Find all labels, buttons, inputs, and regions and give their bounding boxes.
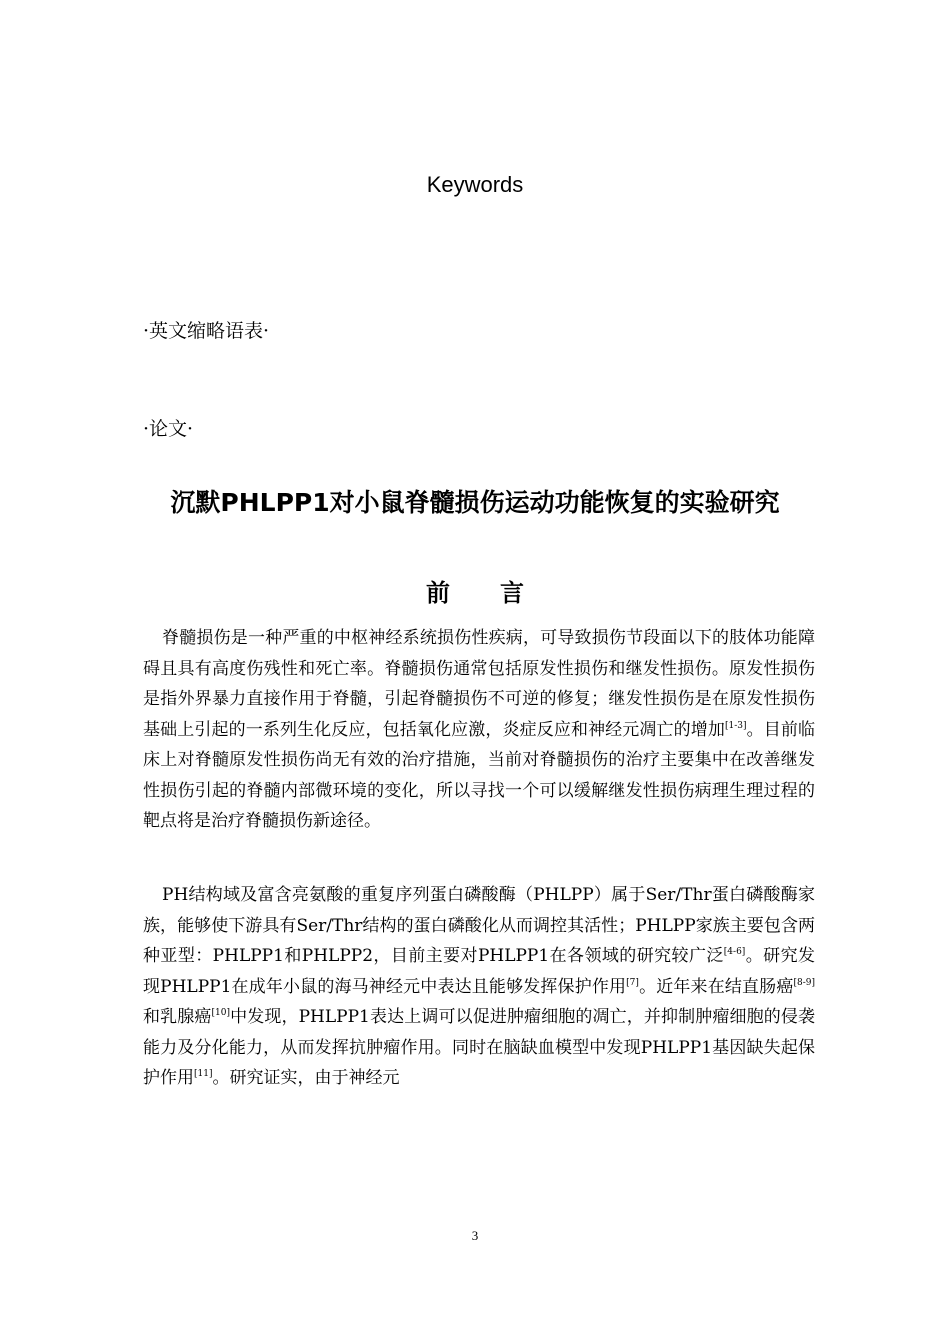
abbreviations-section-heading: ·英文缩略语表· (143, 320, 270, 342)
paper-section-heading: ·论文· (143, 418, 194, 440)
paragraph-2-text-f: 。研究证实，由于神经元 (212, 1068, 400, 1088)
citation: [8-9] (793, 977, 816, 988)
preface-heading (0, 573, 950, 608)
paragraph-2-text-d: 和乳腺癌 (143, 1007, 212, 1027)
citation: [7] (626, 977, 639, 988)
citation: [1-3] (725, 720, 747, 731)
paragraph-1-text-b: 。目前临床上对脊髓原发性损伤尚无有效的治疗措施，当前对脊髓损伤的治疗主要集中在改善继发性损伤引起的脊髓内部微环境的变化，所以寻找一个可以缓解继发性损伤病理生理过程的靶点将是治疗脊髓损伤新途径。 (143, 719, 816, 831)
preface-heading-char1: 前 (426, 579, 450, 607)
paragraph-1-text-a: 脊髓损伤是一种严重的中枢神经系统损伤性疾病，可导致损伤节段面以下的肢体功能障碍且具有高度伤残性和死亡率。脊髓损伤通常包括原发性损伤和继发性损伤。原发性损伤是指外界暴力直接作用于脊髓，引起脊髓损伤不可逆的修复；继发性损伤是在原发性损伤基础上引起的一系列生化反应，包括氧化应激，炎症反应和神经元凋亡的增加 (143, 628, 815, 740)
paper-title: 沉默PHLPP1对小鼠脊髓损伤运动功能恢复的实验研究 (170, 488, 780, 517)
keywords-heading: Keywords (426, 172, 524, 197)
paragraph-2-text-c: 。近年来在结直肠癌 (638, 976, 794, 997)
citation: [4-6] (723, 947, 746, 957)
paragraph-2-text-b: 。研究发现PHLPP1在成年小鼠的海马神经元中表达且能够发挥保护作用 (143, 946, 815, 997)
paragraph-2-text-a: PH结构域及富含亮氨酸的重复序列蛋白磷酸酶（PHLPP）属于Ser/Thr蛋白磷酸酶家族，能够使下游具有Ser/Thr结构的蛋白磷酸化从而调控其活性；PHLPP家族主要包含两种亚型：PHLPP1和PHLPP2，目前主要对PHLPP1在各领域的研究较广泛 (143, 885, 815, 966)
page-number: 3 (471, 1228, 479, 1243)
preface-heading-char2: 言 (500, 579, 524, 607)
citation: [11] (194, 1069, 213, 1079)
paragraph-2-text-e: 中发现，PHLPP1表达上调可以促进肿瘤细胞的凋亡，并抑制肿瘤细胞的侵袭能力及分化能力，从而发挥抗肿瘤作用。同时在脑缺血模型中发现PHLPP1基因缺失起保护作用 (143, 1007, 816, 1088)
paragraph-2 (143, 880, 815, 1094)
paragraph-1 (143, 623, 815, 837)
citation: [10] (211, 1008, 230, 1018)
